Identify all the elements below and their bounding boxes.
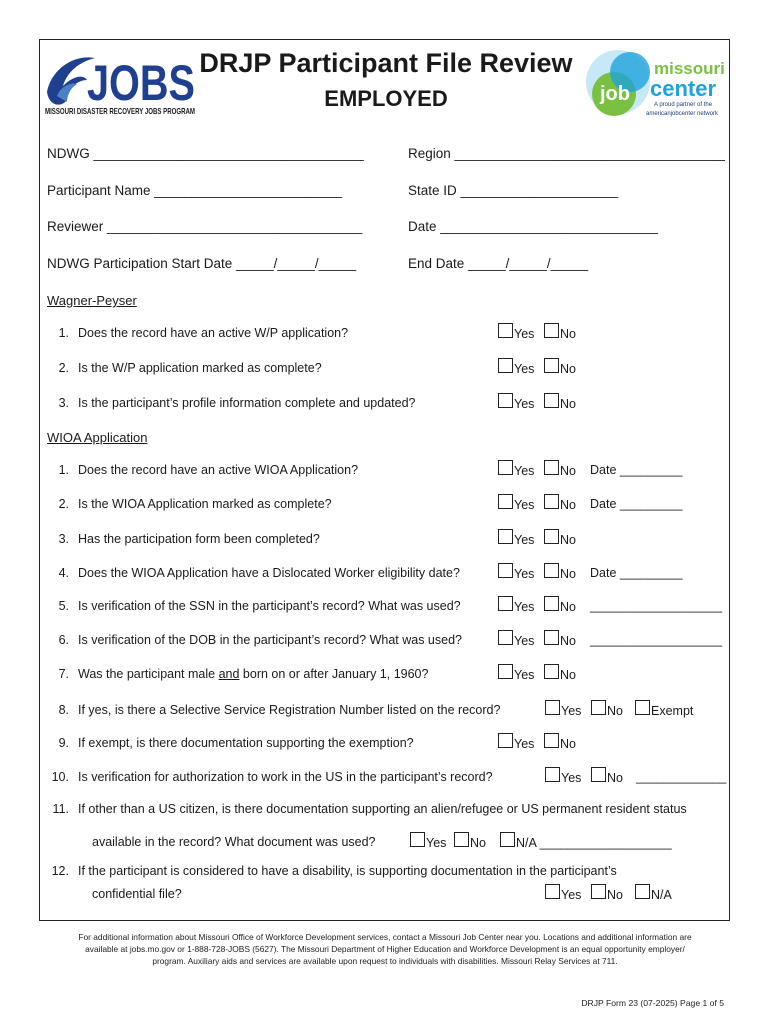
no-checkbox[interactable]: No (544, 566, 576, 581)
no-checkbox[interactable]: No (454, 835, 486, 850)
checkbox-icon (544, 358, 559, 373)
checkbox-icon (544, 664, 559, 679)
checkbox-icon (635, 884, 650, 899)
question-wioa-1: 1. Does the record have an active WIOA Application? (58, 463, 359, 477)
checkbox-icon (410, 832, 425, 847)
checkbox-icon (544, 494, 559, 509)
date-blank[interactable]: Date _________ (590, 497, 683, 511)
question-wioa-5: 5. Is verification of the SSN in the participant’s record? What was used? (58, 599, 461, 613)
question-wioa-4: 4. Does the WIOA Application have a Dislocated Worker eligibility date? (58, 566, 460, 580)
checkbox-icon (544, 733, 559, 748)
yes-checkbox[interactable]: Yes (498, 532, 534, 547)
question-wioa-2: 2. Is the WIOA Application marked as complete? (58, 497, 332, 511)
no-checkbox[interactable]: No (591, 703, 623, 718)
start-date-field[interactable]: NDWG Participation Start Date _____/_____/_____ (47, 256, 357, 271)
no-checkbox[interactable]: No (544, 361, 576, 376)
mjc-logo-tag2: americanjobcenter network (646, 111, 719, 117)
question-wioa-12: 12. If the participant is considered to have a disability, is supporting documentation in the participant’s (51, 864, 617, 878)
exempt-checkbox[interactable]: Exempt (635, 703, 693, 718)
question-wioa-3: 3. Has the participation form been completed? (58, 532, 320, 546)
region-field[interactable]: Region ____________________________________ (408, 146, 725, 161)
yes-checkbox[interactable]: Yes (498, 326, 534, 341)
question-wioa-11-cont: available in the record? What document was used? (92, 835, 376, 849)
no-checkbox[interactable]: No (544, 463, 576, 478)
checkbox-icon (498, 596, 513, 611)
answer-blank[interactable]: _____________ (636, 770, 727, 784)
question-wioa-7: 7. Was the participant male and born on or after January 1, 1960? (58, 667, 429, 681)
yes-checkbox[interactable]: Yes (545, 887, 581, 902)
yes-checkbox[interactable]: Yes (498, 736, 534, 751)
yes-checkbox[interactable]: Yes (498, 633, 534, 648)
checkbox-icon (498, 358, 513, 373)
question-wioa-9: 9. If exempt, is there documentation supporting the exemption? (58, 736, 414, 750)
question-wp-2: 2. Is the W/P application marked as complete? (58, 361, 322, 375)
checkbox-icon (498, 393, 513, 408)
mjc-logo-job: job (600, 83, 630, 105)
checkbox-icon (498, 563, 513, 578)
checkbox-icon (498, 664, 513, 679)
page-title: DRJP Participant File Review (199, 48, 573, 78)
question-wioa-10: 10. Is verification for authorization to work in the US in the participant’s record? (51, 770, 493, 784)
page-subtitle: EMPLOYED (324, 86, 448, 111)
no-checkbox[interactable]: No (544, 736, 576, 751)
question-wioa-6: 6. Is verification of the DOB in the participant’s record? What was used? (58, 633, 462, 647)
answer-blank[interactable]: ___________________ (590, 599, 723, 613)
checkbox-icon (545, 884, 560, 899)
yes-checkbox[interactable]: Yes (498, 599, 534, 614)
yes-checkbox[interactable]: Yes (545, 703, 581, 718)
checkbox-icon (544, 529, 559, 544)
checkbox-icon (500, 832, 515, 847)
date-blank[interactable]: Date _________ (590, 566, 683, 580)
date-blank[interactable]: Date _________ (590, 463, 683, 477)
state-id-field[interactable]: State ID _____________________ (408, 183, 619, 198)
mjc-logo-missouri: missouri (654, 59, 725, 78)
checkbox-icon (635, 700, 650, 715)
checkbox-icon (498, 630, 513, 645)
yes-checkbox[interactable]: Yes (498, 463, 534, 478)
na-checkbox[interactable]: N/A (635, 887, 672, 902)
no-checkbox[interactable]: No (544, 667, 576, 682)
yes-checkbox[interactable]: Yes (498, 361, 534, 376)
jobs-logo-text: JOBS (87, 55, 195, 111)
section-wioa-application: WIOA Application (47, 430, 148, 445)
mjc-logo-tag1: A proud partner of the (654, 102, 713, 108)
no-checkbox[interactable]: No (544, 497, 576, 512)
jobs-logo-subtitle: MISSOURI DISASTER RECOVERY JOBS PROGRAM (45, 106, 196, 116)
question-wioa-8: 8. If yes, is there a Selective Service Registration Number listed on the record? (58, 703, 501, 717)
yes-checkbox[interactable]: Yes (498, 396, 534, 411)
end-date-field[interactable]: End Date _____/_____/_____ (408, 256, 589, 271)
checkbox-icon (591, 767, 606, 782)
yes-checkbox[interactable]: Yes (410, 835, 446, 850)
no-checkbox[interactable]: No (544, 532, 576, 547)
answer-blank[interactable]: ___________________ (590, 633, 723, 647)
checkbox-icon (498, 529, 513, 544)
checkbox-icon (545, 700, 560, 715)
checkbox-icon (498, 460, 513, 475)
checkbox-icon (498, 323, 513, 338)
no-checkbox[interactable]: No (591, 887, 623, 902)
question-wp-3: 3. Is the participant’s profile information complete and updated? (58, 396, 416, 410)
missouri-job-center-logo (574, 42, 730, 122)
checkbox-icon (544, 563, 559, 578)
checkbox-icon (591, 700, 606, 715)
checkbox-icon (545, 767, 560, 782)
question-wp-1: 1. Does the record have an active W/P application? (58, 326, 349, 340)
checkbox-icon (544, 323, 559, 338)
jobs-logo (43, 50, 198, 118)
checkbox-icon (544, 393, 559, 408)
form-border (39, 39, 730, 921)
date-field[interactable]: Date _____________________________ (408, 219, 659, 234)
yes-checkbox[interactable]: Yes (498, 497, 534, 512)
no-checkbox[interactable]: No (544, 633, 576, 648)
no-checkbox[interactable]: No (544, 326, 576, 341)
question-wioa-11: 11. If other than a US citizen, is there documentation supporting an alien/refugee or US permanent resident status (52, 802, 687, 816)
participant-name-field[interactable]: Participant Name _________________________ (47, 183, 342, 198)
reviewer-field[interactable]: Reviewer __________________________________ (47, 219, 363, 234)
no-checkbox[interactable]: No (591, 770, 623, 785)
yes-checkbox[interactable]: Yes (498, 667, 534, 682)
no-checkbox[interactable]: No (544, 599, 576, 614)
footer-text: For additional information about Missouri Office of Workforce Development services, contact a Missouri Job Center near you. Locations and additional information are available at jobs.mo.gov or 1-888-728-JOBS (5627). The Missouri Department of Higher Education and Workforce Development is an equal opportunity employer/ program. Auxiliary aids and services are available upon request to individuals with disabilities. Missouri Relay Services at 711. (78, 932, 692, 966)
checkbox-icon (498, 733, 513, 748)
yes-checkbox[interactable]: Yes (498, 566, 534, 581)
ndwg-field[interactable]: NDWG ____________________________________ (47, 146, 364, 161)
question-wioa-12-cont: confidential file? (92, 887, 182, 901)
form-id: DRJP Form 23 (07-2025) Page 1 of 5 (581, 998, 724, 1008)
checkbox-icon (544, 630, 559, 645)
checkbox-icon (591, 884, 606, 899)
checkbox-icon (544, 460, 559, 475)
mjc-logo-center: center (650, 76, 717, 101)
checkbox-icon (498, 494, 513, 509)
no-checkbox[interactable]: No (544, 396, 576, 411)
checkbox-icon (544, 596, 559, 611)
na-checkbox[interactable]: N/A ___________________ (500, 835, 672, 850)
checkbox-icon (454, 832, 469, 847)
yes-checkbox[interactable]: Yes (545, 770, 581, 785)
section-wagner-peyser: Wagner-Peyser (47, 293, 137, 308)
